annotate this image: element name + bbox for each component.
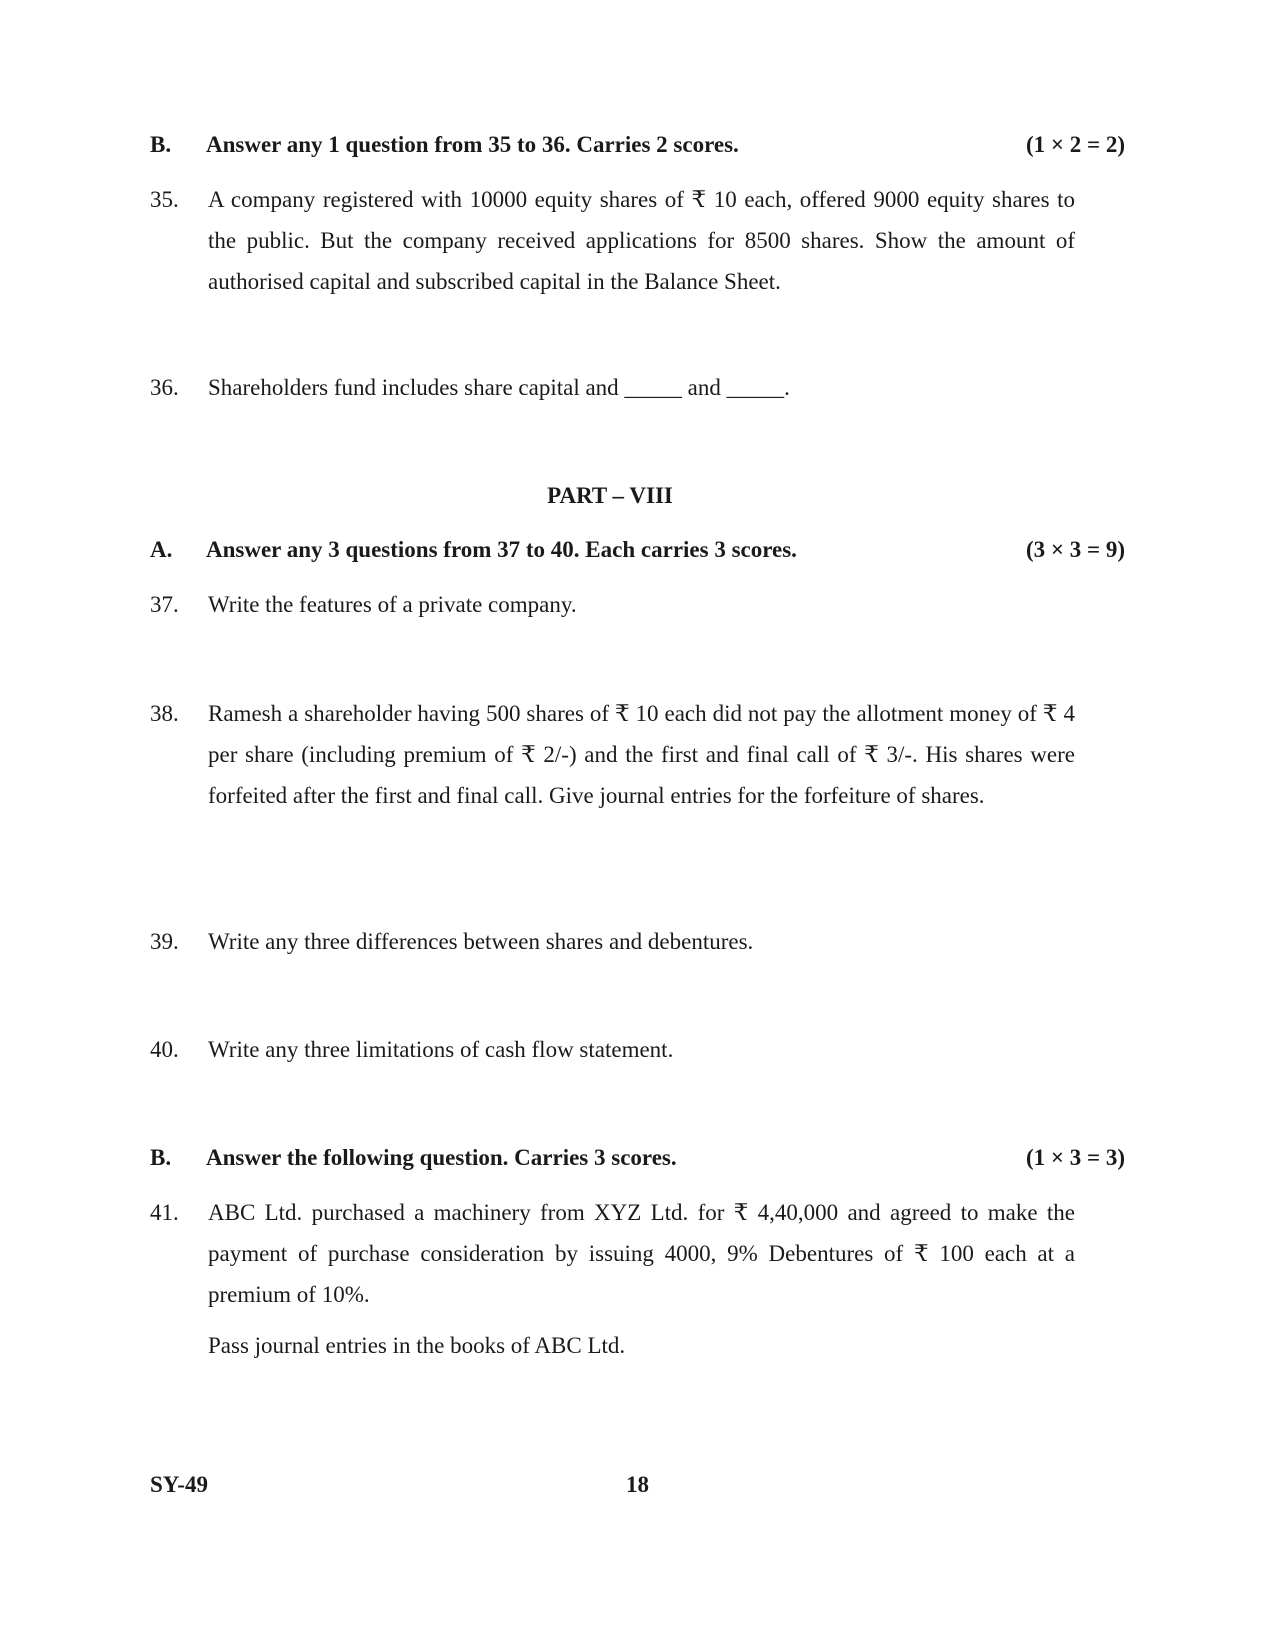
section-b2-heading	[150, 1143, 1125, 1173]
section-letter: A.	[150, 537, 173, 562]
page-number: 18	[626, 1472, 649, 1497]
section-marks: (1 × 2 = 2)	[1025, 132, 1125, 157]
question-35	[150, 179, 1075, 302]
question-36	[150, 367, 1075, 408]
question-text: A company registered with 10000 equity shares of ₹ 10 each, offered 9000 equity shares to the public. But the company received applications for 8500 shares. Show the amount of authorised capital and subscribed capital in the Balance Sheet.	[208, 187, 1075, 294]
question-text: Ramesh a shareholder having 500 shares of ₹ 10 each did not pay the allotment money of ₹ 4 per share (including premium of ₹ 2/-) and the first and final call of ₹ 3/-. His shares were forfeited after the first and final call. Give journal entries for the forfeiture of shares.	[208, 701, 1075, 808]
question-text: Write the features of a private company.	[208, 592, 577, 617]
question-38	[150, 693, 1075, 816]
question-number: 37.	[150, 592, 179, 617]
question-text: Write any three differences between shares and debentures.	[208, 929, 754, 954]
section-marks: (3 × 3 = 9)	[1025, 537, 1125, 562]
section-b-heading	[150, 130, 1125, 160]
section-letter: B.	[150, 1145, 172, 1170]
part-title: PART – VIII	[547, 483, 673, 508]
question-41	[150, 1192, 1075, 1315]
question-number: 39.	[150, 929, 179, 954]
section-a-heading	[150, 535, 1125, 565]
question-text: Write any three limitations of cash flow statement.	[208, 1037, 674, 1062]
question-number: 35.	[150, 187, 179, 212]
section-letter: B.	[150, 132, 172, 157]
question-39	[150, 921, 1075, 962]
question-number: 40.	[150, 1037, 179, 1062]
question-number: 41.	[150, 1200, 179, 1225]
question-41-instruction: Pass journal entries in the books of ABC Ltd.	[208, 1333, 626, 1358]
question-text: ABC Ltd. purchased a machinery from XYZ Ltd. for ₹ 4,40,000 and agreed to make the payment of purchase consideration by issuing 4000, 9% Debentures of ₹ 100 each at a premium of 10%.	[208, 1200, 1075, 1307]
paper-code: SY-49	[150, 1472, 208, 1497]
question-37	[150, 584, 1075, 625]
section-instruction: Answer any 3 questions from 37 to 40. Each carries 3 scores.	[206, 537, 797, 562]
question-number: 38.	[150, 701, 179, 726]
section-instruction: Answer any 1 question from 35 to 36. Carries 2 scores.	[206, 132, 739, 157]
section-marks: (1 × 3 = 3)	[1025, 1145, 1125, 1170]
question-number: 36.	[150, 375, 179, 400]
section-instruction: Answer the following question. Carries 3 scores.	[206, 1145, 677, 1170]
question-text: Shareholders fund includes share capital and _____ and _____.	[208, 375, 790, 400]
question-40	[150, 1029, 1075, 1070]
